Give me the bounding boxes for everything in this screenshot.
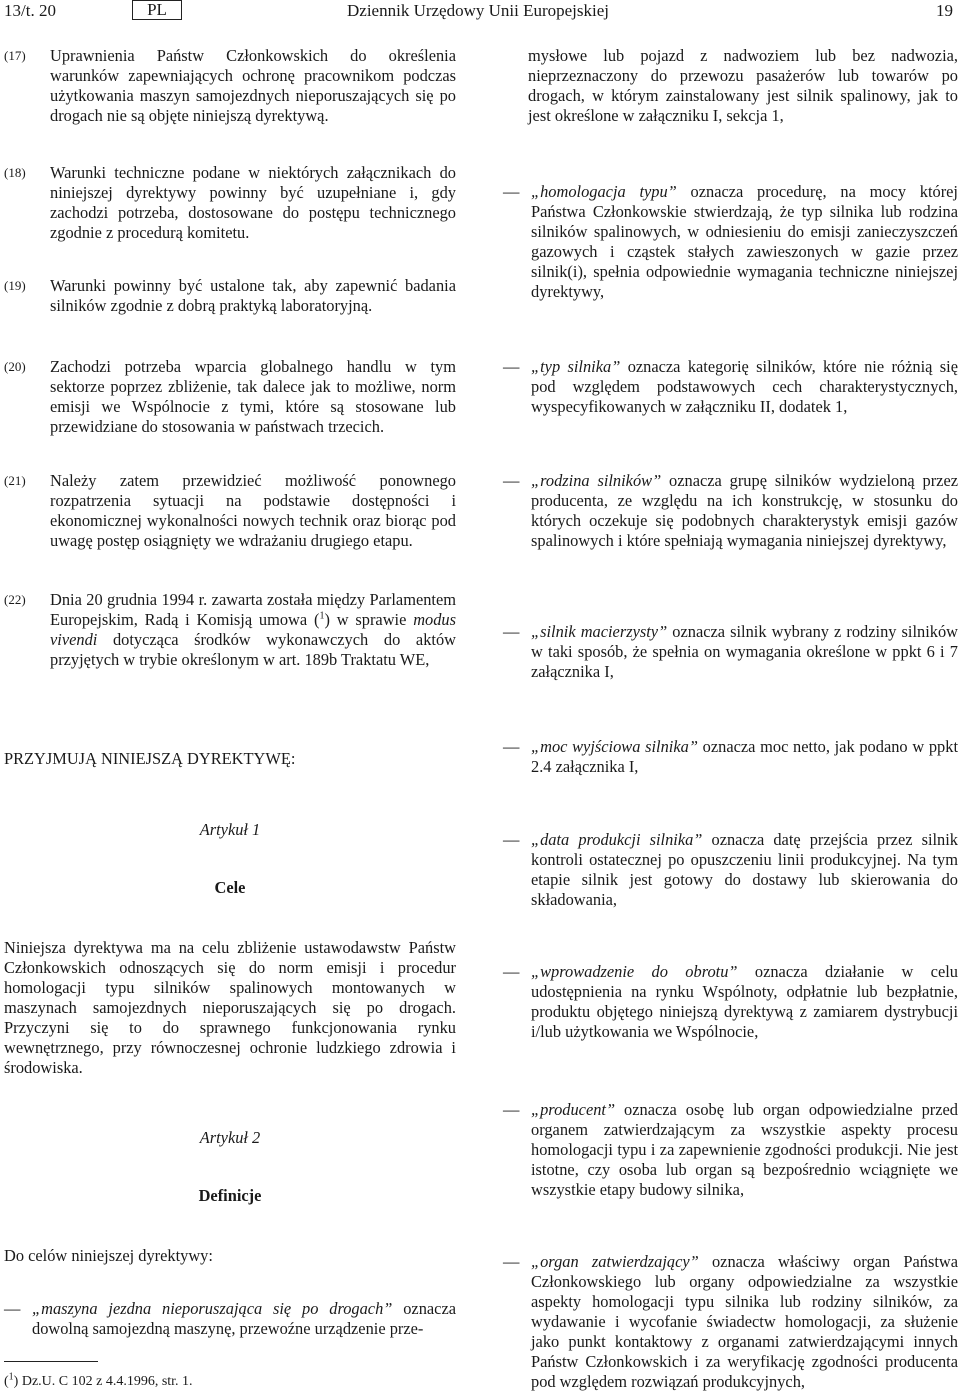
recital-text: Należy zatem przewidzieć możliwość ponownego rozpatrzenia sytuacji na podstawie dostępności i ekonomicznej wykonalności nowych technik oraz biorąc pod uwagę postęp osiągnięty we wdrażaniu drugiego etapu.: [50, 471, 456, 550]
page-number: 19: [936, 1, 953, 20]
list-dash: —: [503, 737, 520, 756]
recital-number: (22): [4, 592, 26, 607]
definition-term: „data produkcji silnika”: [531, 830, 703, 849]
definition-continuation: mysłowe lub pojazd z nadwoziem lub bez nadwozia, nieprzeznaczony do przewozu pasażerów lub towarów po drogach, w którym zainstalowany jest silnik spalinowy, jak to jest określone w załączniku I, sekcja 1,: [528, 46, 958, 125]
definition-item: [503, 471, 958, 551]
footnote-marker: 1: [319, 610, 325, 622]
recital-21: [4, 471, 456, 551]
right-column: [503, 0, 958, 1393]
footnote-text: Dz.U. C 102 z 4.4.1996, str. 1.: [18, 1374, 193, 1389]
article-2-intro: Do celów niniejszej dyrektywy:: [4, 1246, 213, 1265]
recital-19: [4, 276, 456, 316]
definition-term: „organ zatwierdzający”: [531, 1252, 699, 1271]
footnote-rule: [4, 1361, 98, 1362]
recital-20: [4, 357, 456, 437]
definition-text: oznacza grupę silników wydzieloną przez producenta, ze względu na ich konstrukcję, w stosunku do których oczekuje się podobnych charakterystyk emisji gazów spalinowych i które spełniają wymagania niniejszej dyrektywy,: [531, 471, 958, 550]
recital-text: Uprawnienia Państw Członkowskich do określenia warunków zapewniających ochronę pracownikom podczas użytkowania maszyn samojezdnych nieporuszających się po drogach nie są objęte niniejszą dyrektywą.: [50, 46, 456, 125]
definition-item: [503, 962, 958, 1042]
definition-item: [503, 830, 958, 910]
definition-term: „moc wyjściowa silnika”: [531, 737, 698, 756]
article-1-title: Cele: [214, 878, 246, 897]
article-2-title: Definicje: [198, 1186, 262, 1205]
definition-term: „rodzina silników”: [531, 471, 662, 490]
article-2-label: Artykuł 2: [199, 1128, 261, 1147]
adoption-formula: PRZYJMUJĄ NINIEJSZĄ DYREKTYWĘ:: [4, 749, 296, 768]
list-dash: —: [503, 1100, 520, 1119]
recital-text: Zachodzi potrzeba wparcia globalnego handlu w tym sektorze poprzez zbliżenie, tak dalece jak to możliwe, norm emisji we Wspólnocie z tymi, które są stosowane lub przewidziane do stosowania w państwach trzecich.: [50, 357, 456, 436]
definition-text: oznacza moc netto, jak podano w ppkt 2.4 załącznika I,: [531, 737, 958, 776]
definition-item: [503, 622, 958, 682]
definition-text: oznacza działanie w celu udostępnienia na rynku Wspólnoty, odpłatnie lub bezpłatnie, produktu objętego niniejszą dyrektywą z zamiarem dystrybucji i/lub użytkowania we Wspólnocie,: [531, 962, 958, 1041]
definition-item: [4, 1299, 456, 1339]
definition-text: oznacza dowolną samojezdną maszynę, przewoźne urządzenie prze-: [32, 1299, 456, 1338]
definition-term: „producent”: [531, 1100, 616, 1119]
footnote: ($^1$) Dz.U. C 102 z 4.4.1996, str. 1.: [4, 1371, 193, 1389]
list-dash: —: [4, 1299, 21, 1318]
definition-text: oznacza osobę lub organ odpowiedzialne przed organem zatwierdzającym za wszystkie aspekty procesu homologacji typu i za zapewnienie zgodności produkcji. Nie jest istotne, czy osoba lub organ są bezpośrednio wciągnięte we wszystkie etapy budowy silnika,: [531, 1100, 958, 1199]
recital-number: (19): [4, 278, 26, 293]
list-dash: —: [503, 357, 520, 376]
recital-18: [4, 163, 456, 243]
definition-item: [503, 1100, 958, 1200]
definition-text: oznacza właściwy organ Państwa Członkowskiego lub organy odpowiedzialne za wszystkie aspekty homologacji typu silnika lub rodziny silników, za wydawanie i wycofanie świadectw homologacji, za służenie jako punkt kontaktowy z organami zatwierdzającymi innych Państw Członkowskich i za weryfikację zgodności producenta pod względem rozwiązań produkcyjnych,: [531, 1252, 959, 1391]
recital-17: [4, 46, 456, 126]
definition-item: [503, 182, 958, 302]
definition-text: oznacza datę przejścia przez silnik kontroli ostatecznej po opuszczeniu linii produkcyjnej. Na tym etapie silnik jest gotowy do dostawy lub skierowania do składowania,: [531, 830, 959, 909]
recital-number: (18): [4, 165, 26, 180]
article-1-text: Niniejsza dyrektywa ma na celu zbliżenie ustawodawstw Państw Członkowskich odnoszących się do norm emisji i procedur homologacji typu silników spalinowych montowanych w maszynach samojezdnych nieporuszających się po drogach. Przyczyni się to do sprawnego funkcjonowania rynku wewnętrznego, przy równoczesnej ochronie ludzkiego zdrowia i środowiska.: [4, 938, 456, 1077]
definition-term: „homologacja typu”: [531, 182, 677, 201]
left-column: [4, 0, 456, 1393]
list-dash: —: [503, 830, 520, 849]
definition-item: [503, 1252, 958, 1392]
definition-term: „typ silnika”: [531, 357, 621, 376]
definition-item: [503, 737, 958, 777]
recital-text: Warunki techniczne podane w niektórych załącznikach do niniejszej dyrektywy powinny być uzupełniane i, gdy zachodzi potrzeba, dostosowane do postępu technicznego zgodnie z procedurą komitetu.: [50, 163, 456, 242]
page-reference: 13/t. 20: [4, 1, 56, 20]
definition-text: oznacza silnik wybrany z rodziny silników w taki sposób, że spełnia on wymagania określone w ppkt 6 i 7 załącznika I,: [531, 622, 958, 681]
language-box: PL: [132, 0, 182, 20]
list-dash: —: [503, 622, 520, 641]
recital-number: (21): [4, 473, 26, 488]
recital-text: Dnia 20 grudnia 1994 r. zawarta została między Parlamentem Europejskim, Radą i Komisją umowa ($^1$) w sprawie modus vivendi dotycząca środków wykonawczych do aktów przyjętych w trybie określonym w art. 189b Traktatu WE,: [50, 590, 456, 669]
list-dash: —: [503, 962, 520, 981]
recital-number: (17): [4, 48, 26, 63]
list-dash: —: [503, 1252, 520, 1271]
definition-term: „maszyna jezdna nieporuszająca się po drogach”: [32, 1299, 393, 1318]
definition-item: [503, 357, 958, 417]
definition-term: „wprowadzenie do obrotu”: [531, 962, 738, 981]
recital-22: [4, 590, 456, 670]
journal-title: Dziennik Urzędowy Unii Europejskiej: [347, 1, 610, 20]
definition-term: „silnik macierzysty”: [531, 622, 668, 641]
article-1-label: Artykuł 1: [199, 820, 261, 839]
recital-number: (20): [4, 359, 26, 374]
list-dash: —: [503, 471, 520, 490]
definition-text: oznacza kategorię silników, które nie różnią się pod względem podstawowych cech charakterystycznych, wyspecyfikowanych w załączniku II, dodatek 1,: [531, 357, 958, 416]
footnote-marker: 1: [8, 1371, 14, 1383]
list-dash: —: [503, 182, 520, 201]
recital-text: Warunki powinny być ustalone tak, aby zapewnić badania silników zgodnie z dobrą praktyką laboratoryjną.: [50, 276, 456, 315]
definition-text: oznacza procedurę, na mocy której Państwa Członkowskie stwierdzają, że typ silnika lub rodzina silników spalinowych, w odniesieniu do emisji zanieczyszczeń gazowych i cząstek stałych zawieszonych w gazie przez silnik(i), spełnia odpowiednie wymagania techniczne niniejszej dyrektywy,: [531, 182, 958, 301]
